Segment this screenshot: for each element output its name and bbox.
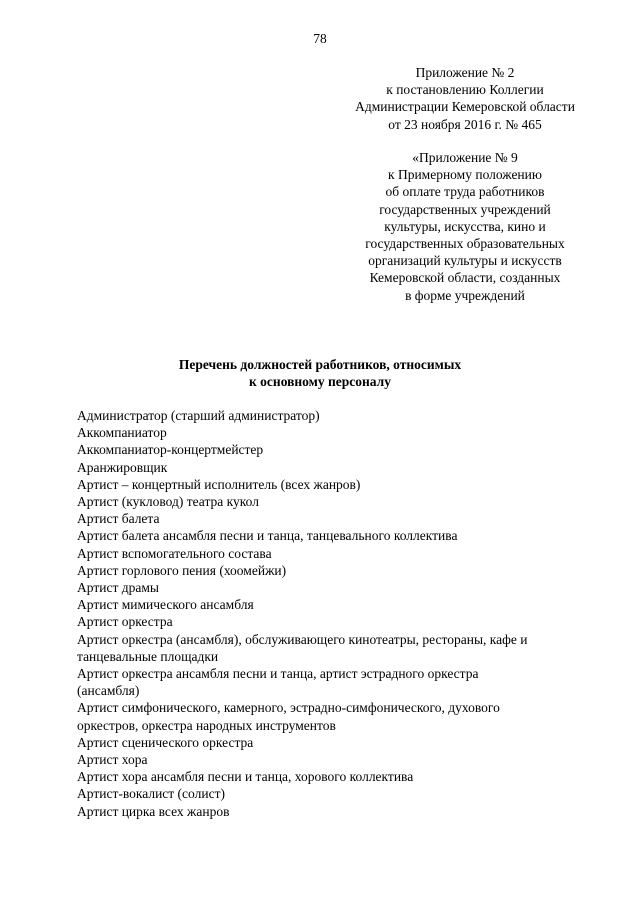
- appendix-9-line: в форме учреждений: [405, 287, 525, 303]
- page-number: 78: [313, 31, 327, 46]
- position-item: Артист цирка всех жанров: [77, 803, 230, 819]
- position-item: Артист оркестра (ансамбля), обслуживающего кинотеатры, рестораны, кафе и: [77, 631, 528, 647]
- appendix-2-header: [330, 64, 600, 133]
- appendix-9-line: культуры, искусства, кино и: [384, 218, 546, 234]
- appendix-2-line: от 23 ноября 2016 г. № 465: [388, 116, 542, 132]
- position-item: Артист хора ансамбля песни и танца, хорового коллектива: [77, 769, 414, 785]
- position-item: Артист мимического ансамбля: [77, 597, 254, 613]
- appendix-9-line: об оплате труда работников: [385, 184, 545, 200]
- position-item: Аккомпаниатор: [77, 425, 167, 441]
- position-item: Артист хора: [77, 752, 148, 768]
- document-heading: [0, 356, 640, 390]
- heading-line: к основному персоналу: [249, 374, 391, 390]
- appendix-9-line: Кемеровской области, созданных: [369, 270, 561, 286]
- position-item: Артист сценического оркестра: [77, 734, 254, 750]
- position-item: оркестров, оркестра народных инструментов: [77, 717, 336, 733]
- position-item: Артист драмы: [77, 580, 159, 596]
- appendix-2-line: к постановлению Коллегии: [386, 82, 544, 98]
- position-item: танцевальные площадки: [77, 648, 219, 664]
- position-item: Аккомпаниатор-концертмейстер: [77, 442, 264, 458]
- appendix-9-line: «Приложение № 9: [412, 150, 518, 165]
- position-item: Аранжировщик: [77, 459, 168, 475]
- position-item: Артист (кукловод) театра кукол: [77, 494, 259, 510]
- appendix-2-line: Приложение № 2: [415, 65, 515, 80]
- appendix-9-header: [330, 149, 600, 304]
- position-item: Артист оркестра: [77, 614, 173, 630]
- position-item: Артист горлового пения (хоомейжи): [77, 562, 287, 578]
- positions-list: [77, 407, 597, 820]
- appendix-9-line: государственных образовательных: [365, 236, 565, 252]
- appendix-9-line: организаций культуры и искусств: [368, 253, 562, 269]
- position-item: Артист балета ансамбля песни и танца, танцевального коллектива: [77, 528, 458, 544]
- appendix-2-line: Администрации Кемеровской области: [355, 99, 575, 115]
- position-item: Артист-вокалист (солист): [77, 786, 225, 802]
- position-item: Артист оркестра ансамбля песни и танца, артист эстрадного оркестра: [77, 666, 479, 682]
- position-item: Администратор (старший администратор): [77, 408, 320, 423]
- appendix-9-line: к Примерному положению: [388, 167, 542, 183]
- heading-line: Перечень должностей работников, относимых: [178, 357, 462, 372]
- appendix-9-line: государственных учреждений: [379, 201, 551, 217]
- position-item: Артист симфонического, камерного, эстрадно-симфонического, духового: [77, 700, 500, 716]
- position-item: Артист – концертный исполнитель (всех жанров): [77, 476, 361, 492]
- position-item: Артист вспомогательного состава: [77, 545, 272, 561]
- position-item: Артист балета: [77, 511, 160, 527]
- position-item: (ансамбля): [77, 683, 140, 699]
